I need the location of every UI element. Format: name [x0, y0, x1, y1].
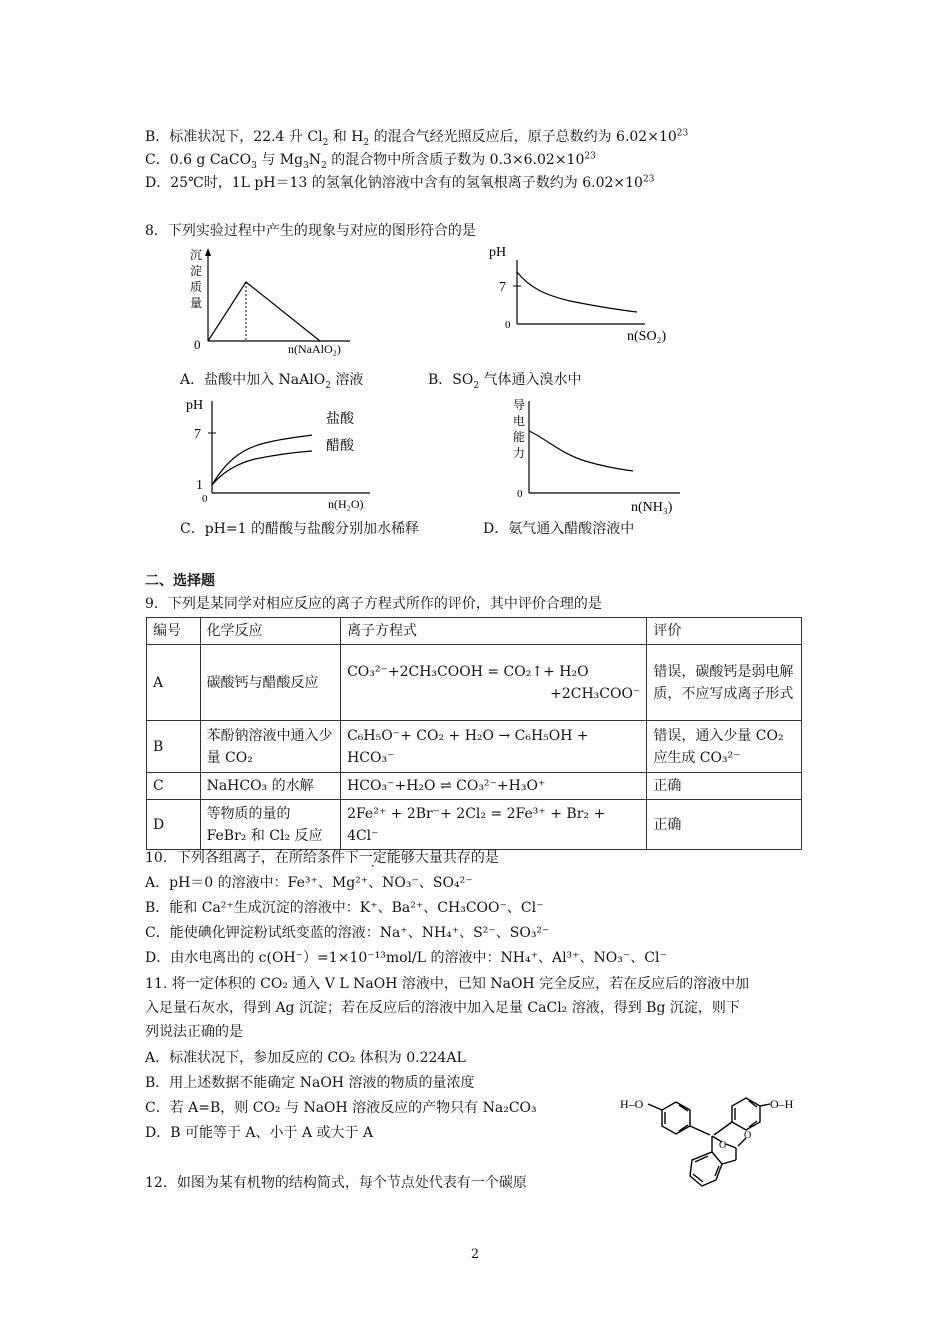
plot-a-ylabel-2: 淀	[190, 264, 203, 278]
plot-b-ylabel: pH	[489, 245, 507, 260]
plot-a-ylabel-3: 质	[190, 280, 203, 294]
row-id: B	[147, 721, 201, 773]
q8-stem: 8．下列实验过程中产生的现象与对应的图形符合的是	[145, 223, 476, 239]
ring-oxygen-label: O	[719, 1140, 727, 1151]
plot-a	[180, 245, 380, 360]
row-reaction: NaHCO₃ 的水解	[200, 773, 341, 800]
q11-option-b: B．用上述数据不能确定 NaOH 溶液的物质的量浓度	[145, 1075, 475, 1091]
q12-stem: 12．如图为某有机物的结构简式，每个节点处代表有一个碳原	[145, 1175, 527, 1191]
row-id: D	[147, 800, 201, 850]
plot-c-caption: C．pH=1 的醋酸与盐酸分别加水稀释	[180, 521, 419, 537]
row-evaluation: 错误，通入少量 CO₂ 应生成 CO₃²⁻	[647, 721, 802, 773]
q9-stem: 9．下列是某同学对相应反应的离子方程式所作的评价，其中评价合理的是	[145, 596, 602, 612]
plot-c-ylabel: pH	[186, 398, 204, 413]
header-equation: 离子方程式	[341, 618, 647, 645]
plot-d-ylabel-2: 电	[513, 414, 526, 428]
q11-option-c: C．若 A=B，则 CO₂ 与 NaOH 溶液反应的产物只有 Na₂CO₃	[145, 1100, 537, 1116]
q11-stem-line-1: 11. 将一定体积的 CO₂ 通入 V L NaOH 溶液中，已知 NaOH 完全反应，若在反应后的溶液中加	[145, 976, 750, 992]
q10-stem: 10．下列各组离子，在所给条件下一定能够大量共存的是	[145, 850, 499, 866]
row-evaluation: 错误，碳酸钙是弱电解质，不应写成离子形式	[647, 645, 802, 721]
q10-option-c: C．能使碘化钾淀粉试纸变蓝的溶液：Na⁺、NH₄⁺、S²⁻、SO₃²⁻	[145, 925, 550, 941]
plot-c-origin: 0	[202, 493, 208, 505]
plot-b-tick-7: 7	[499, 280, 506, 295]
oh-left-label: H–O	[620, 1097, 644, 1111]
q7-option-d: D．25℃时，1L pH＝13 的氢氧化钠溶液中含有的氢氧根离子数约为 $6.02\times 10^{23}$	[145, 174, 655, 191]
q11-option-d: D．B 可能等于 A、小于 A 或大于 A	[145, 1125, 374, 1141]
table-row	[147, 800, 802, 850]
oh-right-label: O–H	[770, 1097, 794, 1111]
plot-b-caption: B．$SO_2$ 气体通入溴水中	[428, 372, 582, 391]
plot-c-label-hcl: 盐酸	[326, 412, 354, 427]
q10-option-d: D．由水电离出的 c(OH⁻）=1×10⁻¹³mol/L 的溶液中：NH₄⁺、Al³⁺、NO₃⁻、Cl⁻	[145, 950, 667, 966]
section-heading: 二、选择题	[145, 573, 215, 589]
plot-c-tick-7: 7	[194, 427, 201, 442]
chemical-structure	[618, 1090, 808, 1200]
q7-option-b: B．标准状况下，22.4 升 $Cl_2$ 和 $H_2$ 的混合气经光照反应后，原子总数约为 $6.02\times 10^{23}$	[145, 128, 689, 148]
row-equation: HCO₃⁻+H₂O ⇌ CO₃²⁻+H₃O⁺	[341, 773, 647, 800]
row-evaluation: 正确	[647, 800, 802, 850]
plot-a-ylabel-4: 量	[190, 296, 203, 310]
plot-d-ylabel-3: 能	[513, 430, 526, 444]
q9-table	[146, 617, 802, 850]
plot-d-ylabel-4: 力	[513, 446, 526, 460]
plot-a-ylabel-1: 沉	[190, 248, 203, 262]
row-equation: CO₃²⁻+2CH₃COOH = CO₂↑+ H₂O +2CH₃COO⁻	[341, 645, 647, 721]
plot-b	[485, 240, 685, 350]
q10-option-a: A．pH＝0 的溶液中：Fe³⁺、Mg²⁺、NO₃⁻、SO₄²⁻	[145, 875, 473, 891]
header-reaction: 化学反应	[200, 618, 341, 645]
plot-d-xlabel: n(NH₃)	[631, 500, 673, 515]
table-row	[147, 773, 802, 800]
row-reaction: 等物质的量的 FeBr₂ 和 Cl₂ 反应	[200, 800, 341, 850]
q10-option-b: B．能和 Ca²⁺生成沉淀的溶液中：K⁺、Ba²⁺、CH₃COO⁻、Cl⁻	[145, 900, 544, 916]
table-header-row	[147, 618, 802, 645]
q11-option-a: A．标准状况下，参加反应的 CO₂ 体积为 0.224AL	[145, 1050, 466, 1066]
plot-c-xlabel: n(H₂O)	[328, 497, 364, 511]
plot-c-tick-1: 1	[196, 478, 203, 493]
q11-stem-line-2: 入足量石灰水，得到 Ag 沉淀；若在反应后的溶液中加入足量 CaCl₂ 溶液，得到 Bg 沉淀，则下	[145, 1000, 740, 1016]
table-row	[147, 721, 802, 773]
plot-b-origin: 0	[505, 319, 511, 331]
plot-a-caption: A．盐酸中加入 NaAlO$_2$ 溶液	[180, 372, 364, 391]
header-evaluation: 评价	[647, 618, 802, 645]
row-reaction: 苯酚钠溶液中通入少量 CO₂	[200, 721, 341, 773]
row-reaction: 碳酸钙与醋酸反应	[200, 645, 341, 721]
header-id: 编号	[147, 618, 201, 645]
row-equation: 2Fe²⁺ + 2Br⁻+ 2Cl₂ = 2Fe³⁺ + Br₂ + 4Cl⁻	[341, 800, 647, 850]
row-id: A	[147, 645, 201, 721]
plot-d-caption: D．氨气通入醋酸溶液中	[483, 521, 635, 537]
plot-a-origin: 0	[194, 337, 201, 352]
carbonyl-oxygen-label: O	[744, 1130, 752, 1141]
plot-c	[180, 393, 380, 513]
plot-d-origin: 0	[517, 488, 523, 500]
q11-stem-line-3: 列说法正确的是	[145, 1024, 243, 1040]
row-evaluation: 正确	[647, 773, 802, 800]
plot-a-xlabel: n(NaAlO₂)	[288, 342, 341, 356]
q7-option-c: C．0.6 g CaCO$_3$ 与 $Mg_3N_2$ 的混合物中所含质子数为 $0.3\times 6.02\times 10^{23}$	[145, 151, 596, 171]
page-number: 2	[470, 1247, 480, 1262]
plot-c-label-hac: 醋酸	[326, 439, 354, 454]
row-id: C	[147, 773, 201, 800]
plot-d	[505, 393, 695, 515]
plot-d-ylabel-1: 导	[513, 398, 526, 412]
row-equation: C₆H₅O⁻+ CO₂ + H₂O → C₆H₅OH + HCO₃⁻	[341, 721, 647, 773]
table-row	[147, 645, 802, 721]
plot-b-xlabel: n(SO₂)	[627, 329, 667, 344]
